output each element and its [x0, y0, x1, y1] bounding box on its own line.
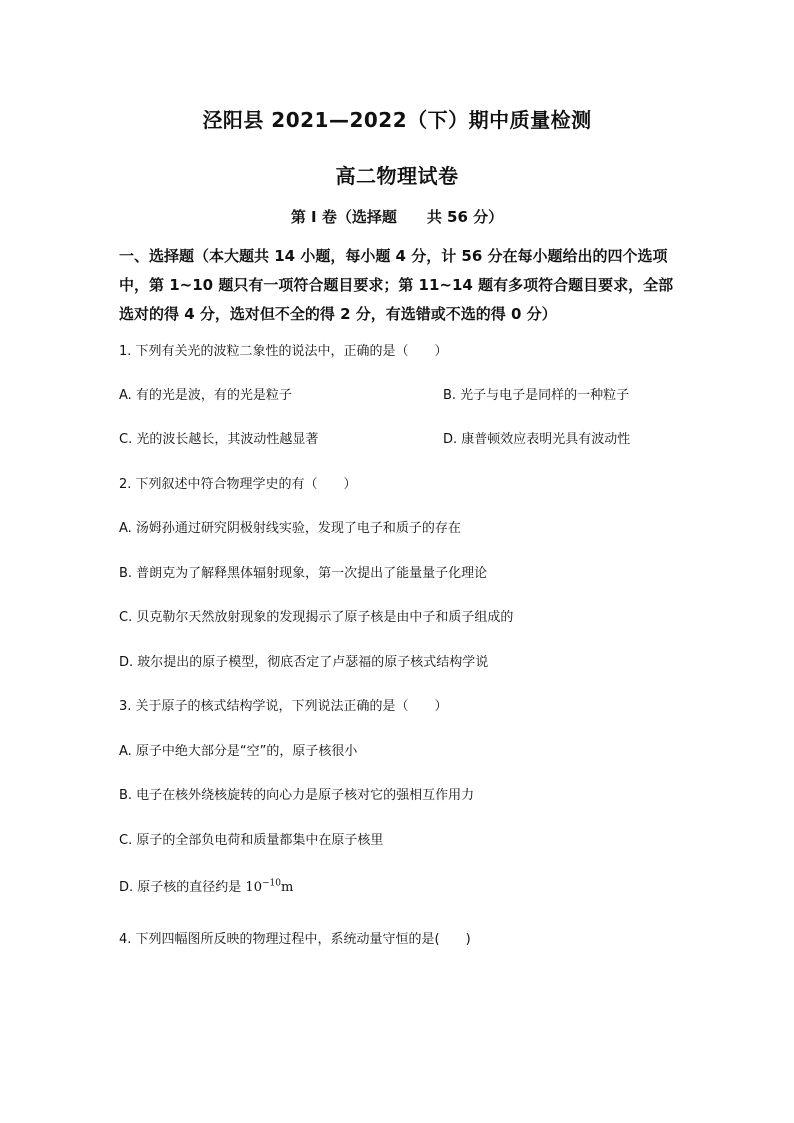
section-heading: 第 I 卷（选择题 共 56 分） — [290, 208, 504, 226]
exam-subtitle: 高二物理试卷 — [335, 164, 459, 188]
q3-option-a: A. 原子中绝大部分是“空”的，原子核很小 — [119, 744, 358, 759]
q3-option-b: B. 电子在核外绕核旋转的向心力是原子核对它的强相互作用力 — [119, 788, 475, 803]
q2-option-c: C. 贝克勒尔天然放射现象的发现揭示了原子核是由中子和质子组成的 — [119, 610, 514, 625]
q1-option-c: C. 光的波长越长，其波动性越显著 — [119, 432, 319, 447]
instructions: 一、选择题（本大题共 14 小题，每小题 4 分，计 56 分在每小题给出的四个选项中，第 1~10 题只有一项符合题目要求；第 11~14 题有多项符合题目要求，全部选对的得 4 分，选对但不全的得 2 分，有选错或不选的得 0 分） — [119, 247, 674, 323]
q1-option-b: B. 光子与电子是同样的一种粒子 — [443, 388, 630, 403]
q2-option-d: D. 玻尔提出的原子模型，彻底否定了卢瑟福的原子核式结构学说 — [119, 655, 489, 670]
q2-option-b: B. 普朗克为了解释黑体辐射现象，第一次提出了能量量子化理论 — [119, 566, 488, 581]
question-4-stem: 4. 下列四幅图所反映的物理过程中，系统动量守恒的是( ) — [119, 932, 471, 947]
question-3-stem: 3. 关于原子的核式结构学说，下列说法正确的是（ ） — [119, 699, 448, 714]
question-1-stem: 1. 下列有关光的波粒二象性的说法中，正确的是（ ） — [119, 344, 448, 359]
q1-option-d: D. 康普顿效应表明光具有波动性 — [443, 432, 631, 447]
q3-formula-unit: m — [280, 880, 294, 895]
q3-formula-exponent: −10 — [261, 878, 281, 889]
q3-option-d — [119, 876, 293, 895]
q1-option-a: A. 有的光是波，有的光是粒子 — [119, 388, 292, 403]
question-2-stem: 2. 下列叙述中符合物理学史的有（ ） — [119, 477, 357, 492]
q3-option-c: C. 原子的全部负电荷和质量都集中在原子核里 — [119, 833, 384, 848]
q3-formula-base: 10 — [245, 880, 262, 895]
q2-option-a: A. 汤姆孙通过研究阴极射线实验，发现了电子和质子的存在 — [119, 521, 461, 536]
exam-title: 泾阳县 2021—2022（下）期中质量检测 — [202, 108, 592, 132]
q3-option-d-text: D. 原子核的直径约是 — [119, 880, 246, 895]
